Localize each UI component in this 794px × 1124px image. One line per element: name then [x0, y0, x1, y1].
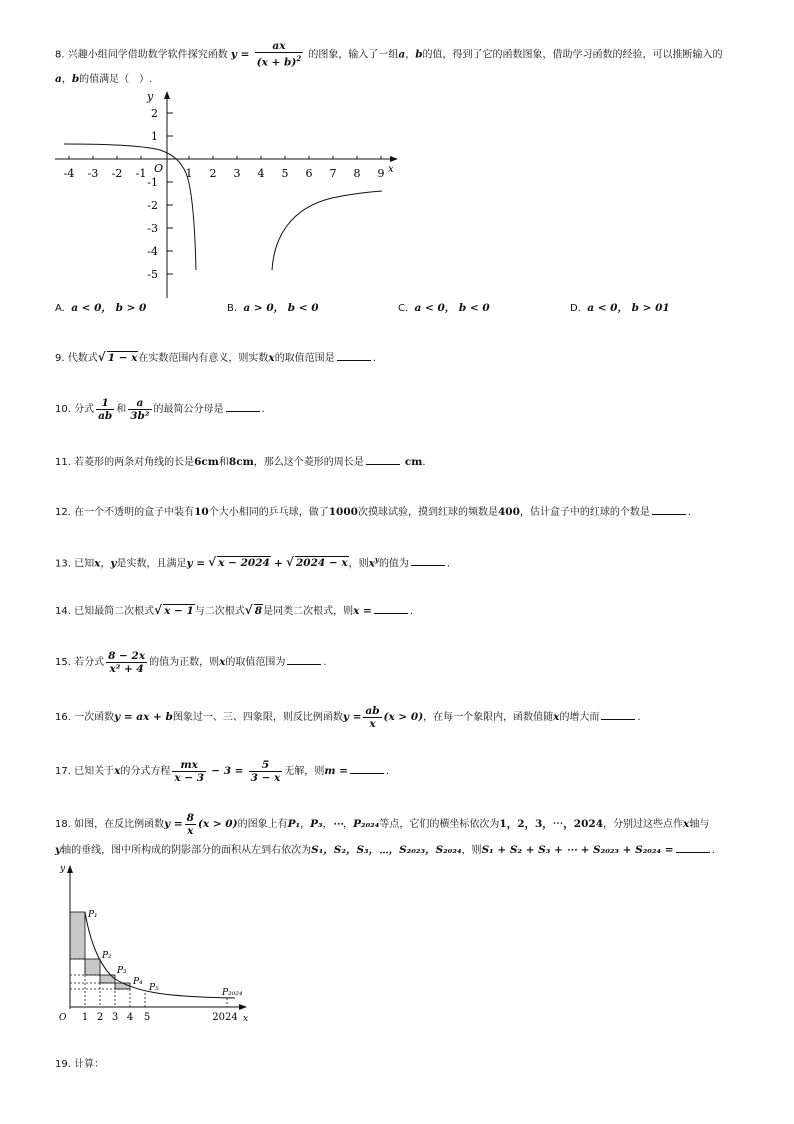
q8-x-tick: 4 [257, 167, 265, 180]
q8-x-tick: 1 [185, 167, 193, 180]
q10: 10. 分式 $\frac{1}{ab}$ 和 $\frac{a}{\text{3b²}}$ 的最简公分母是 . [55, 396, 265, 422]
q8-option-c[interactable]: C. a < 0， b < 0 [398, 302, 490, 314]
q18-point-label: P₁ [88, 910, 98, 920]
q18-origin-label: O [59, 1013, 67, 1023]
q8-x-tick: 9 [377, 167, 385, 180]
q8-option-d[interactable]: D. a < 0， b > 01 [570, 302, 670, 314]
q8-numerator: ax [255, 40, 304, 53]
q9-answer-blank[interactable] [337, 350, 371, 361]
q18-x-tick: 4 [126, 1012, 134, 1023]
q10-answer-blank[interactable] [226, 401, 260, 412]
q8-x-tick: -3 [87, 167, 99, 180]
q8-y-tick: -3 [147, 222, 158, 235]
q15: 15. 若分式 $\frac{8 - 2x}{\text{x² + 4}}$ 的值为正数，则x的取值范围为 . [55, 649, 327, 675]
q8-x-axis-label: x [388, 164, 394, 175]
q17: 17. 已知关于x的分式方程 $\frac{mx}{x - 3}$ − 3 = $\frac{5}{3 - x}$ 无解，则m = . [55, 758, 390, 784]
q8-function-lhs: y = [230, 48, 250, 61]
q18-point-label: P₄ [133, 977, 143, 987]
q8-x-tick: -2 [111, 167, 123, 180]
q8-y-tick: 2 [151, 107, 158, 120]
q18-y-axis-label: y [60, 864, 66, 874]
q8-line1: 8. 兴趣小组同学借助数学软件探究函数 y = $\frac{ax}{(x + b)^2}$ 的图象，输入了一组a，b的值，得到了它的函数图象，借助学习函数的经验，可以推断输入的 [55, 40, 723, 69]
q18-point-label: P₂₀₂₄ [222, 988, 243, 998]
q8-function-graph [50, 88, 410, 300]
q8-x-tick: 5 [281, 167, 289, 180]
q8-x-tick: -4 [63, 167, 75, 180]
q8-y-tick: 1 [151, 130, 158, 143]
q8-curve-right-branch [272, 191, 382, 270]
q19: 19. 计算： [55, 1059, 105, 1070]
q11: 11. 若菱形的两条对角线的长是6cm和8cm，那么这个菱形的周长是 cm. [55, 456, 426, 468]
q8-y-axis-label: y [147, 90, 154, 103]
q14-answer-blank[interactable] [374, 603, 408, 614]
q8-option-b[interactable]: B. a > 0， b < 0 [227, 302, 319, 314]
q12: 12. 在一个不透明的盒子中装有10个大小相同的乒乓球，做了1000次摸球试验，摸到红球的频数是400，估计盒子中的红球的个数是 . [55, 506, 692, 518]
q18-x-tick: 2 [96, 1012, 104, 1023]
q8-x-tick: -1 [135, 167, 147, 180]
q8-x-tick: 8 [353, 167, 361, 180]
q16: 16. 一次函数y = ax + b图象过一、三、四象限，则反比例函数y = $\frac{ab}{x}$ (x > 0)，在每一个象限内，函数值随x的增大而 . [55, 704, 641, 730]
q8-denominator: $(x + b)^2$ [256, 54, 302, 69]
q8-function-fraction [255, 40, 304, 69]
q8-x-tick: 2 [209, 167, 217, 180]
q8-y-tick: -2 [147, 199, 158, 212]
q8-x-tick: 7 [329, 167, 337, 180]
q10-fraction-2: $\frac{a}{\text{3b²}}$ [130, 396, 150, 422]
q10-fraction-1: $\frac{1}{ab}$ [98, 396, 113, 422]
q14: 14. 已知最简二次根式 √ x − 1与二次根式 √ 8是同类二次根式，则x = . [55, 603, 413, 617]
q18-x-tick: 5 [143, 1012, 151, 1023]
q18-point-label: P₂ [102, 951, 112, 961]
q18-inverse-function-graph [55, 857, 255, 1025]
q16-answer-blank[interactable] [601, 709, 635, 720]
q18-answer-blank[interactable] [676, 842, 710, 853]
q8-x-tick: 3 [233, 167, 241, 180]
q8-y-tick: -1 [147, 176, 158, 189]
q8-x-tick: 6 [305, 167, 313, 180]
q18-point-label: P₃ [117, 966, 127, 976]
q9: 9. 代数式 √ 1 − x在实数范围内有意义，则实数x的取值范围是 . [55, 350, 376, 364]
q18-x-tick: 2024 [212, 1012, 238, 1023]
q8-option-a[interactable]: A. a < 0， b > 0 [55, 302, 147, 314]
q18-line2: y轴的垂线，图中所构成的阴影部分的面积从左到右依次为S₁，S₂，S₃，⋯，S₂₀₂₃，S₂₀₂₄，则S₁ + S₂ + S₃ + ⋯ + S₂₀₂₃ + S₂₀₂₄ = . [55, 844, 715, 856]
q8-y-tick: -5 [147, 268, 158, 281]
q13: 13. 已知x，y是实数，且满足y = √ x − 2024 + √ 2024 − x，则$x^y$的值为 . [55, 555, 451, 570]
q17-answer-blank[interactable] [350, 763, 384, 774]
q8-origin-label: O [154, 162, 164, 175]
q18-x-tick: 1 [81, 1012, 89, 1023]
q8-y-tick: -4 [147, 245, 158, 258]
q15-answer-blank[interactable] [287, 654, 321, 665]
q8-curve-left-branch [64, 144, 196, 270]
q18-x-axis-label: x [243, 1014, 249, 1024]
q13-answer-blank[interactable] [411, 555, 445, 566]
q11-answer-blank[interactable] [366, 454, 400, 465]
q18-x-tick: 3 [111, 1012, 119, 1023]
q18-point-label: P₅ [149, 983, 159, 993]
q8-line2: a，b的值满足（ ）. [55, 73, 153, 85]
q9-radical: √ 1 − x [97, 350, 138, 364]
q12-answer-blank[interactable] [652, 504, 686, 515]
q18-line1: 18. 如图，在反比例函数y = $\frac{8}{x}$ (x > 0)的图象上有P₁，P₃，⋯，P₂₀₂₄等点，它们的横坐标依次为1，2，3，⋯，2024，分别过这些点作x轴与 [55, 811, 710, 837]
q8-stem: 8. 兴趣小组同学借助数学软件探究函数 [55, 49, 228, 61]
